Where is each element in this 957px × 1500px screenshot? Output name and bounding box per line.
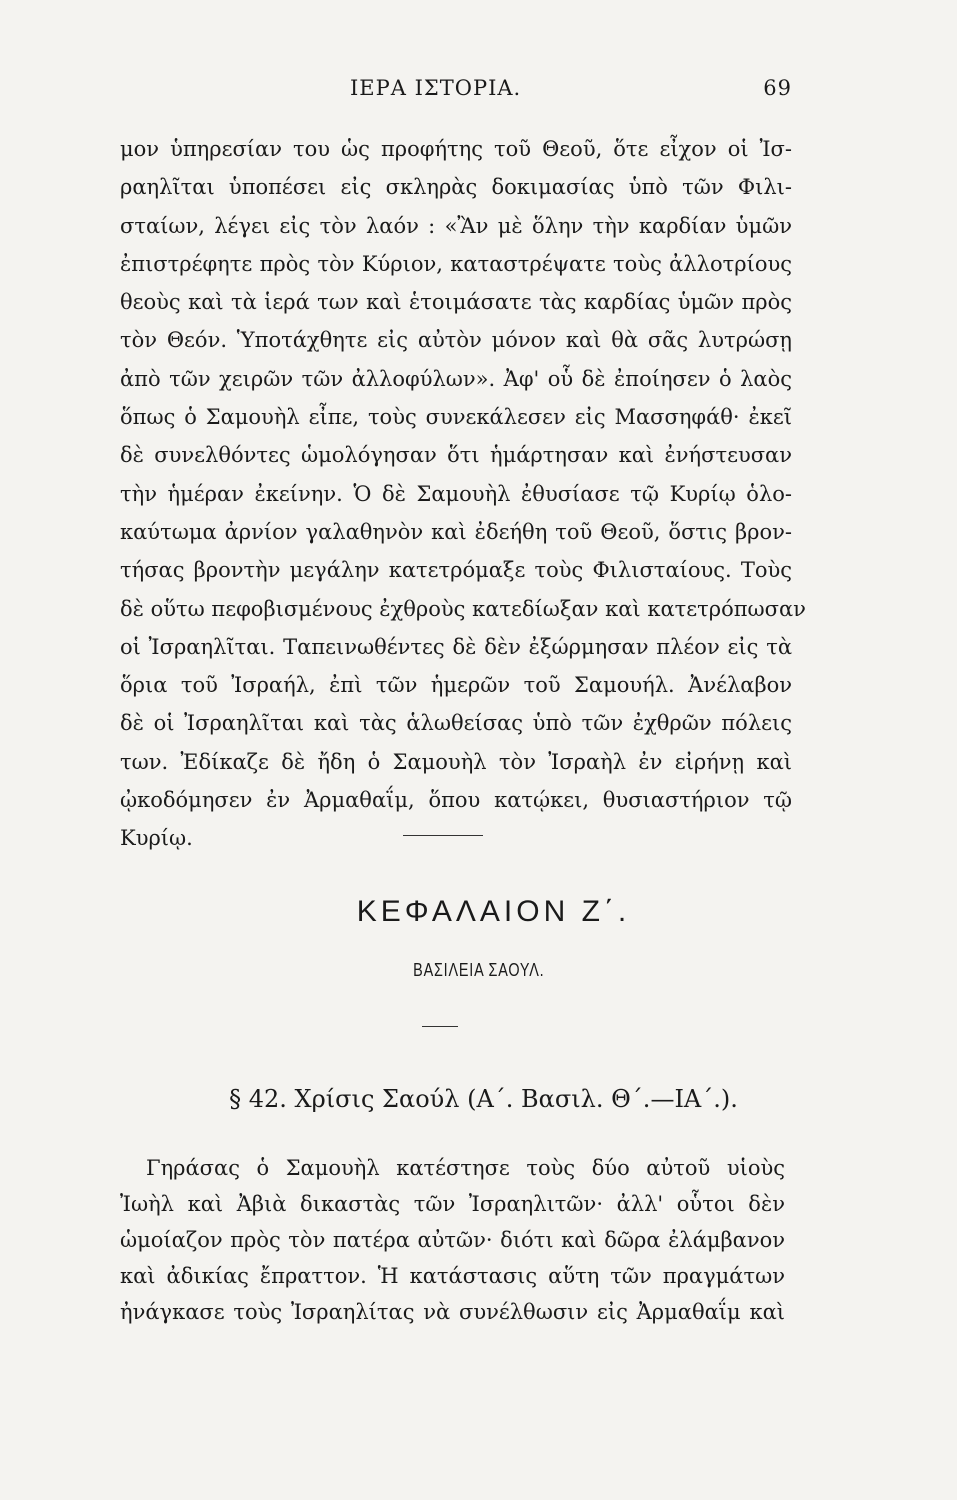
text-line: Κυρίῳ.	[120, 826, 193, 851]
text-line: των. Ἐδίκαζε δὲ ἤδη ὁ Σαμουὴλ τὸν Ἰσραὴλ ἐν εἰρήνῃ καὶ	[120, 749, 792, 774]
running-title: ΙΕΡΑ ΙΣΤΟΡΙΑ.	[350, 76, 522, 100]
chapter-subtitle: ΒΑΣΙΛΕΙΑ ΣΑΟΥΛ.	[413, 960, 545, 980]
section-divider	[403, 835, 483, 836]
text-line: τήσας βροντὴν μεγάλην κατετρόμαξε τοὺς Φιλισταίους. Τοὺς	[120, 558, 792, 583]
chapter-title: ΚΕΦΑΛΑΙΟΝ Ζ΄.	[356, 895, 631, 928]
page-number: 69	[763, 76, 792, 100]
text-line: ὅρια τοῦ Ἰσραήλ, ἐπὶ τῶν ἡμερῶν τοῦ Σαμουήλ. Ἀνέλαβον	[120, 673, 792, 698]
text-line: ὡμοίαζον πρὸς τὸν πατέρα αὐτῶν· διότι καὶ δῶρα ἐλάμβανον	[120, 1228, 785, 1252]
text-line: Ἰωὴλ καὶ Ἀβιὰ δικαστὰς τῶν Ἰσραηλιτῶν· ἀλλ' οὗτοι δὲν	[120, 1192, 785, 1216]
body-text	[120, 130, 806, 858]
running-header	[120, 76, 792, 110]
text-line: θεοὺς καὶ τὰ ἱερά των καὶ ἑτοιμάσατε τὰς καρδίας ὑμῶν πρὸς	[120, 290, 792, 315]
text-line: καὶ ἀδικίας ἔπραττον. Ἡ κατάστασις αὕτη τῶν πραγμάτων	[120, 1264, 785, 1288]
text-line: ἐπιστρέφητε πρὸς τὸν Κύριον, καταστρέψατε τοὺς ἀλλοτρίους	[120, 251, 792, 276]
text-line: σταίων, λέγει εἰς τὸν λαόν : «Ἂν μὲ ὅλην τὴν καρδίαν ὑμῶν	[120, 213, 792, 238]
text-line: μον ὑπηρεσίαν του ὡς προφήτης τοῦ Θεοῦ, ὅτε εἶχον οἱ Ἰσ-	[120, 137, 792, 161]
section-heading: § 42. Χρίσις Σαούλ (Α΄. Βασιλ. Θ΄.—ΙΑ΄.).	[229, 1085, 738, 1113]
text-line: δὲ οὕτω πεφοβισμένους ἐχθροὺς κατεδίωξαν καὶ κατετρόπωσαν	[120, 596, 806, 621]
text-line: οἱ Ἰσραηλῖται. Ταπεινωθέντες δὲ δὲν ἐξώρμησαν πλέον εἰς τὰ	[120, 634, 792, 659]
text-line: Γηράσας ὁ Σαμουὴλ κατέστησε τοὺς δύο αὐτοῦ υἱοὺς	[146, 1156, 785, 1180]
text-line: ὅπως ὁ Σαμουὴλ εἶπε, τοὺς συνεκάλεσεν εἰς Μασσηφάθ· ἐκεῖ	[120, 405, 792, 430]
text-line: δὲ οἱ Ἰσραηλῖται καὶ τὰς ἁλωθείσας ὑπὸ τῶν ἐχθρῶν πόλεις	[120, 711, 792, 736]
text-line: ἠνάγκασε τοὺς Ἰσραηλίτας νὰ συνέλθωσιν εἰς Ἀρμαθαΐμ καὶ	[120, 1300, 785, 1324]
text-line: τὸν Θεόν. Ὑποτάχθητε εἰς αὐτὸν μόνον καὶ θὰ σᾶς λυτρώσῃ	[120, 328, 792, 353]
text-line: ραηλῖται ὑποπέσει εἰς σκληρὰς δοκιμασίας ὑπὸ τῶν Φιλι-	[120, 175, 792, 200]
text-line: ᾠκοδόμησεν ἐν Ἀρμαθαΐμ, ὅπου κατῴκει, θυσιαστήριον τῷ	[120, 788, 792, 813]
text-line: ἀπὸ τῶν χειρῶν τῶν ἀλλοφύλων». Ἀφ' οὗ δὲ ἐποίησεν ὁ λαὸς	[120, 366, 792, 391]
text-line: τὴν ἡμέραν ἐκείνην. Ὁ δὲ Σαμουὴλ ἐθυσίασε τῷ Κυρίῳ ὁλο-	[120, 481, 792, 506]
text-line: καύτωμα ἀρνίον γαλαθηνὸν καὶ ἐδεήθη τοῦ Θεοῦ, ὅστις βρον-	[120, 519, 792, 544]
section-body-text	[120, 1150, 785, 1330]
short-divider	[422, 1026, 458, 1027]
text-line: δὲ συνελθόντες ὡμολόγησαν ὅτι ἡμάρτησαν καὶ ἐνήστευσαν	[120, 443, 792, 468]
